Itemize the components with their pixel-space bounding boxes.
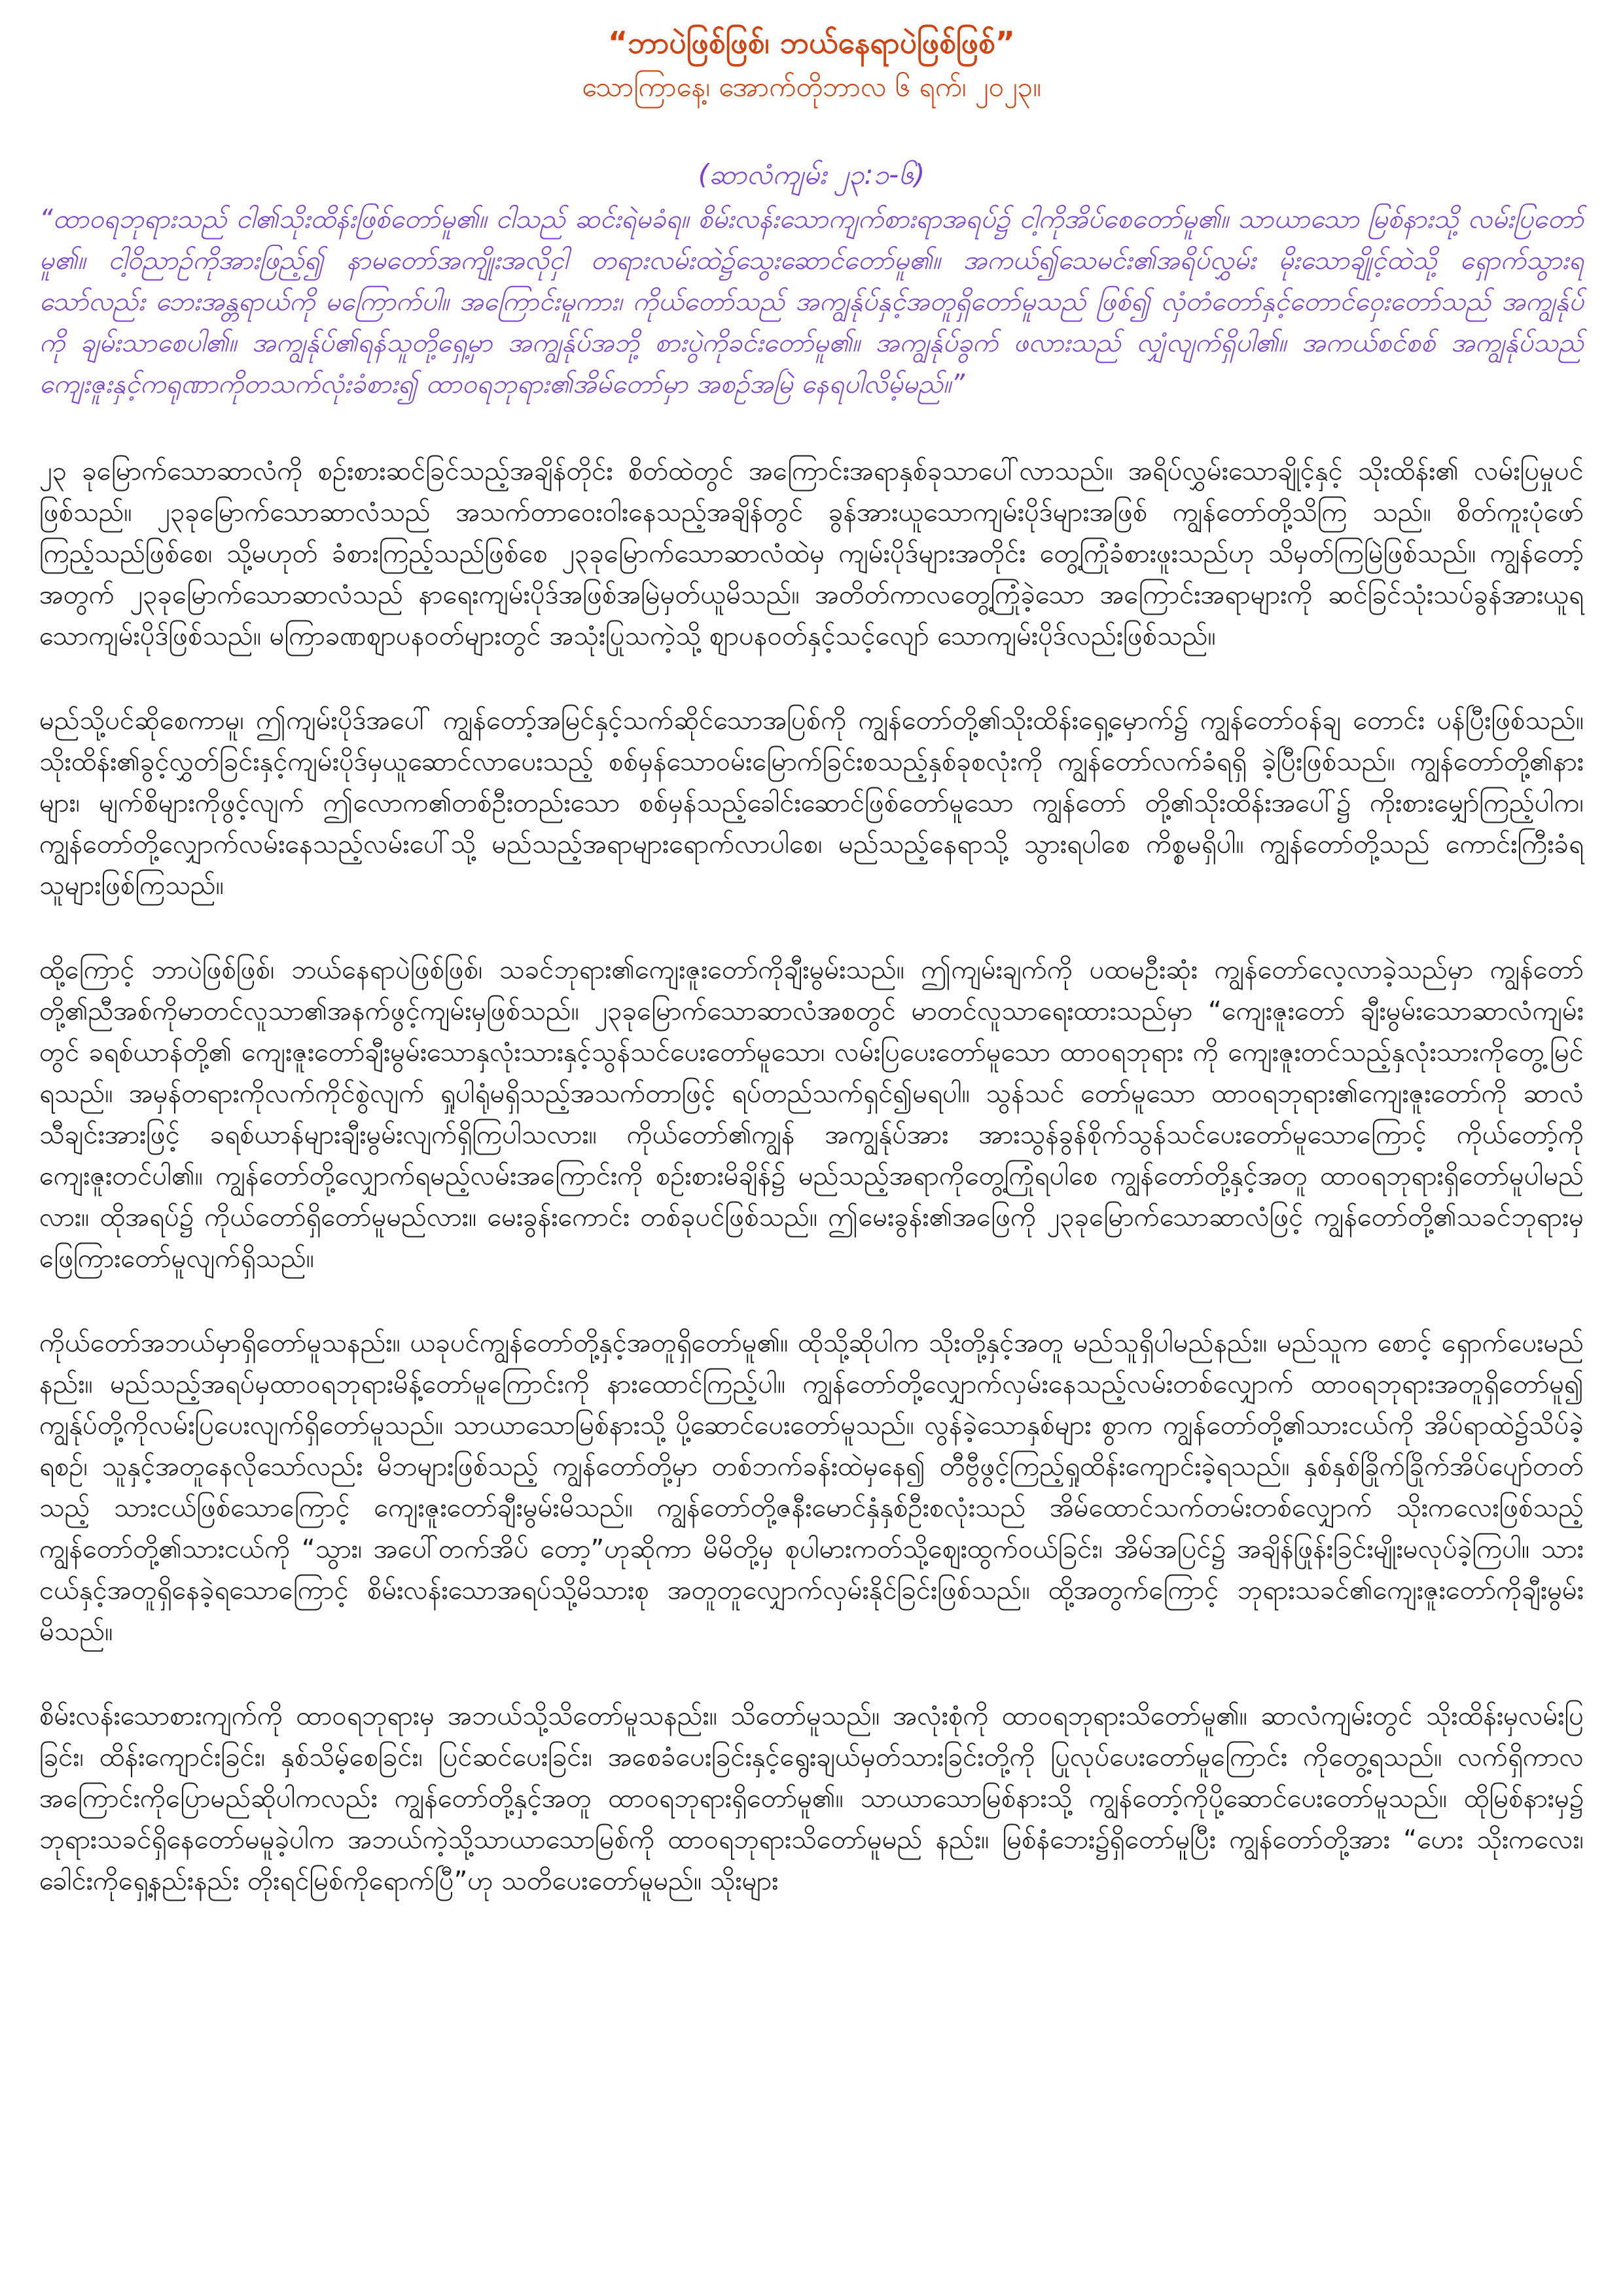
document-page bbox=[39, 20, 1584, 1945]
body-paragraph-3: ထို့ကြောင့် ဘာပဲဖြစ်ဖြစ်၊ ဘယ်နေရာပဲဖြစ်ဖြစ်၊ သခင်ဘုရား၏ကျေးဇူးတော်ကိုချီးမွမ်းသည်။ ဤကျမ်းချက်ကို ပထမဦးဆုံး ကျွန်တော်လေ့လာခဲ့သည်မှာ ကျွန်တော်တို့၏ညီအစ်ကိုမာတင်လူသာ၏အနက်ဖွင့်ကျမ်းမှဖြစ်သည်။ ၂၃ခုမြောက်သောဆာလံအစတွင် မာတင်လူသာရေးထားသည်မှာ “ကျေးဇူးတော် ချီးမွမ်းသောဆာလံကျမ်းတွင် ခရစ်ယာန်တို့၏ ကျေးဇူးတော်ချီးမွမ်းသောနှလုံးသားနှင့်သွန်သင်ပေးတော်မူသော၊ လမ်းပြပေးတော်မူသော ထာဝရဘုရား ကို ကျေးဇူးတင်သည့်နှလုံးသားကိုတွေ့မြင်ရသည်။ အမှန်တရားကိုလက်ကိုင်စွဲလျက် ရှုပါရုံမရှိသည့်အသက်တာဖြင့် ရပ်တည်သက်ရှင်၍မရပါ။ သွန်သင် တော်မူသော ထာဝရဘုရား၏ကျေးဇူးတော်ကို ဆာလံသီချင်းအားဖြင့် ခရစ်ယာန်များချီးမွမ်းလျက်ရှိကြပါသလား။ ကိုယ်တော်၏ကျွန် အကျွန်ုပ်အား အားသွန်ခွန်စိုက်သွန်သင်ပေးတော်မူသောကြောင့် ကိုယ်တော့်ကိုကျေးဇူးတင်ပါ၏။ ကျွန်တော်တို့လျှောက်ရမည့်လမ်းအကြောင်းကို စဉ်းစားမိချိန်၌ မည်သည့်အရာကိုတွေ့ကြုံရပါစေ ကျွန်တော်တို့နှင့်အတူ ထာဝရဘုရားရှိတော်မူပါမည်လား။ ထိုအရပ်၌ ကိုယ်တော်ရှိတော်မူမည်လား။ မေးခွန်းကောင်း တစ်ခုပင်ဖြစ်သည်။ ဤမေးခွန်း၏အဖြေကို ၂၃ခုမြောက်သောဆာလံဖြင့် ကျွန်တော်တို့၏သခင်ဘုရားမှ ဖြေကြားတော်မူလျက်ရှိသည်။ bbox=[39, 955, 1584, 1274]
body-paragraph-4: ကိုယ်တော်အဘယ်မှာရှိတော်မူသနည်း။ ယခုပင်ကျွန်တော်တို့နှင့်အတူရှိတော်မူ၏။ ထိုသို့ဆိုပါက သိုးတို့နှင့်အတူ မည်သူရှိပါမည်နည်း။ မည်သူက စောင့် ရှောက်ပေးမည်နည်း။ မည်သည့်အရပ်မှထာဝရဘုရားမိန့်တော်မူကြောင်းကို နားထောင်ကြည့်ပါ။ ကျွန်တော်တို့လျှောက်လှမ်းနေသည့်လမ်းတစ်လျှောက် ထာဝရဘုရားအတူရှိတော်မူ၍ ကျွန်ုပ်တို့ကိုလမ်းပြပေးလျက်ရှိတော်မူသည်။ သာယာသောမြစ်နားသို့ ပို့ဆောင်ပေးတော်မူသည်။ လွန်ခဲ့သောနှစ်များ စွာက ကျွန်တော်တို့၏သားငယ်ကို အိပ်ရာထဲ၌သိပ်ခဲ့ရစဉ်၊ သူနှင့်အတူနေလိုသော်လည်း မိဘများဖြစ်သည့် ကျွန်တော်တို့မှာ တစ်ဘက်ခန်းထဲမှနေ၍ တီဗွီဖွင့်ကြည့်ရှုထိန်းကျောင်းခဲ့ရသည်။ နှစ်နှစ်ခြိုက်ခြိုက်အိပ်ပျော်တတ်သည့် သားငယ်ဖြစ်သောကြောင့် ကျေးဇူးတော်ချီးမွမ်းမိသည်။ ကျွန်တော်တို့ဇနီးမောင်နှံနှစ်ဦးစလုံးသည် အိမ်ထောင်သက်တမ်းတစ်လျှောက် သိုးကလေးဖြစ်သည့်ကျွန်တော်တို့၏သားငယ်ကို “သွား၊ အပေါ်တက်အိပ် တော့”ဟုဆိုကာ မိမိတို့မှ စုပါမားကတ်သို့ဈေးထွက်ဝယ်ခြင်း၊ အိမ်အပြင်၌ အချိန်ဖြုန်းခြင်းမျိုးမလုပ်ခဲ့ကြပါ။ သားငယ်နှင့်အတူရှိနေခဲ့ရသောကြောင့် စိမ်းလန်းသောအရပ်သို့မိသားစု အတူတူလျှောက်လှမ်းနိုင်ခြင်းဖြစ်သည်။ ထို့အတွက်ကြောင့် ဘုရားသခင်၏ကျေးဇူးတော်ကိုချီးမွမ်းမိသည်။ bbox=[39, 1328, 1584, 1647]
scripture-reference: (ဆာလံကျမ်း ၂၃:၁-၆) bbox=[698, 158, 925, 190]
scripture-text: “ထာဝရဘုရားသည် ငါ၏သိုးထိန်းဖြစ်တော်မူ၏။ ငါသည် ဆင်းရဲမခံရ။ စိမ်းလန်းသောကျက်စားရာအရပ်၌ ငါ့ကိုအိပ်စေတော်မူ၏။ သာယာသော မြစ်နားသို့ လမ်းပြတော်မူ၏။ ငါ့ဝိညာဉ်ကိုအားဖြည့်၍ နာမတော်အကျိုးအလိုငှါ တရားလမ်းထဲ၌သွေးဆောင်တော်မူ၏။ အကယ်၍သေမင်း၏အရိပ်လွှမ်း မိုးသောချိုင့်ထဲသို့ ရှောက်သွားရသော်လည်း ဘေးအန္တရာယ်ကို မကြောက်ပါ။ အကြောင်းမူကား၊ ကိုယ်တော်သည် အကျွန်ုပ်နှင့်အတူရှိတော်မူသည် ဖြစ်၍ လှံတံတော်နှင့်တောင်ဝှေးတော်သည် အကျွန်ုပ်ကို ချမ်းသာစေပါ၏။ အကျွန်ုပ်၏ရန်သူတို့ရှေ့မှာ အကျွန်ုပ်အဘို့ စားပွဲကိုခင်းတော်မူ၏။ အကျွန်ုပ်ခွက် ဖလားသည် လျှံလျက်ရှိပါ၏။ အကယ်စင်စစ် အကျွန်ုပ်သည် ကျေးဇူးနှင့်ကရုဏာကိုတသက်လုံးခံစား၍ ထာဝရဘုရား၏အိမ်တော်မှာ အစဉ်အမြဲ နေရပါလိမ့်မည်။” bbox=[39, 204, 1584, 399]
devotional-date: သောကြာနေ့၊ အောက်တိုဘာလ ၆ ရက်၊ ၂၀၂၃။ bbox=[582, 71, 1041, 103]
body-paragraph-2: မည်သို့ပင်ဆိုစေကာမူ၊ ဤကျမ်းပိုဒ်အပေါ် ကျွန်တော့်အမြင်နှင့်သက်ဆိုင်သောအပြစ်ကို ကျွန်တော်တို့၏သိုးထိန်းရှေ့မှောက်၌ ကျွန်တော်ဝန်ချ တောင်း ပန်ပြီးဖြစ်သည်။ သိုးထိန်း၏ခွင့်လွှတ်ခြင်းနှင့်ကျမ်းပိုဒ်မှယူဆောင်လာပေးသည့် စစ်မှန်သောဝမ်းမြောက်ခြင်းစသည့်နှစ်ခုစလုံးကို ကျွန်တော်လက်ခံရရှိ ခဲ့ပြီးဖြစ်သည်။ ကျွန်တော်တို့၏နားများ၊ မျက်စိများကိုဖွင့်လျက် ဤလောက၏တစ်ဦးတည်းသော စစ်မှန်သည့်ခေါင်းဆောင်ဖြစ်တော်မူသော ကျွန်တော် တို့၏သိုးထိန်းအပေါ်၌ ကိုးစားမျှော်ကြည့်ပါက၊ ကျွန်တော်တို့လျှောက်လမ်းနေသည့်လမ်းပေါ်သို့ မည်သည့်အရာများရောက်လာပါစေ၊ မည်သည့်နေရာသို့ သွားရပါစေ ကိစ္စမရှိပါ။ ကျွန်တော်တို့သည် ကောင်းကြီးခံရသူများဖြစ်ကြသည်။ bbox=[39, 706, 1584, 901]
devotional-title: “ဘာပဲဖြစ်ဖြစ်၊ ဘယ်နေရာပဲဖြစ်ဖြစ်” bbox=[607, 25, 1015, 60]
body-paragraph-1: ၂၃ ခုမြောက်သောဆာလံကို စဉ်းစားဆင်ခြင်သည့်အချိန်တိုင်း စိတ်ထဲတွင် အကြောင်းအရာနှစ်ခုသာပေါ်လာသည်။ အရိပ်လွှမ်းသောချိုင့်နှင့် သိုးထိန်း၏ လမ်းပြမှုပင်ဖြစ်သည်။ ၂၃ခုမြောက်သောဆာလံသည် အသက်တာဝေးဝါးနေသည့်အချိန်တွင် ခွန်အားယူသောကျမ်းပိုဒ်များအဖြစ် ကျွန်တော်တို့သိကြ သည်။ စိတ်ကူးပုံဖော်ကြည့်သည်ဖြစ်စေ၊ သို့မဟုတ် ခံစားကြည့်သည်ဖြစ်စေ ၂၃ခုမြောက်သောဆာလံထဲမှ ကျမ်းပိုဒ်များအတိုင်း တွေ့ကြုံခံစားဖူးသည်ဟု သိမှတ်ကြမြဲဖြစ်သည်။ ကျွန်တော့်အတွက် ၂၃ခုမြောက်သောဆာလံသည် နာရေးကျမ်းပိုဒ်အဖြစ်အမြဲမှတ်ယူမိသည်။ အတိတ်ကာလတွေ့ကြုံခဲ့သော အကြောင်းအရာများကို ဆင်ခြင်သုံးသပ်ခွန်အားယူရသောကျမ်းပိုဒ်ဖြစ်သည်။ မကြာခဏစျာပနဝတ်များတွင် အသုံးပြုသကဲ့သို့ စျာပနဝတ်နှင့်သင့်လျော် သောကျမ်းပိုဒ်လည်းဖြစ်သည်။ bbox=[39, 456, 1584, 651]
body-paragraph-5: စိမ်းလန်းသောစားကျက်ကို ထာဝရဘုရားမှ အဘယ်သို့သိတော်မူသနည်း။ သိတော်မူသည်။ အလုံးစုံကို ထာဝရဘုရားသိတော်မူ၏။ ဆာလံကျမ်းတွင် သိုးထိန်းမှလမ်းပြခြင်း၊ ထိန်းကျောင်းခြင်း၊ နှစ်သိမ့်စေခြင်း၊ ပြင်ဆင်ပေးခြင်း၊ အစေခံပေးခြင်းနှင့်ရွေးချယ်မှတ်သားခြင်းတို့ကို ပြုလုပ်ပေးတော်မူကြောင်း ကိုတွေ့ရသည်။ လက်ရှိကာလအကြောင်းကိုပြောမည်ဆိုပါကလည်း ကျွန်တော်တို့နှင့်အတူ ထာဝရဘုရားရှိတော်မူ၏။ သာယာသောမြစ်နားသို့ ကျွန်တော့်ကိုပို့ဆောင်ပေးတော်မူသည်။ ထိုမြစ်နားမှ၌ ဘုရားသခင်ရှိနေတော်မမူခဲ့ပါက အဘယ်ကဲ့သို့သာယာသောမြစ်ကို ထာဝရဘုရားသိတော်မူမည် နည်း။ မြစ်နံဘေး၌ရှိတော်မူပြီး ကျွန်တော်တို့အား “ဟေး သိုးကလေး၊ ခေါင်းကိုရှေ့နည်းနည်း တိုးရင်မြစ်ကိုရောက်ပြီ”ဟု သတိပေးတော်မူမည်။ သိုးများ bbox=[39, 1701, 1584, 1896]
